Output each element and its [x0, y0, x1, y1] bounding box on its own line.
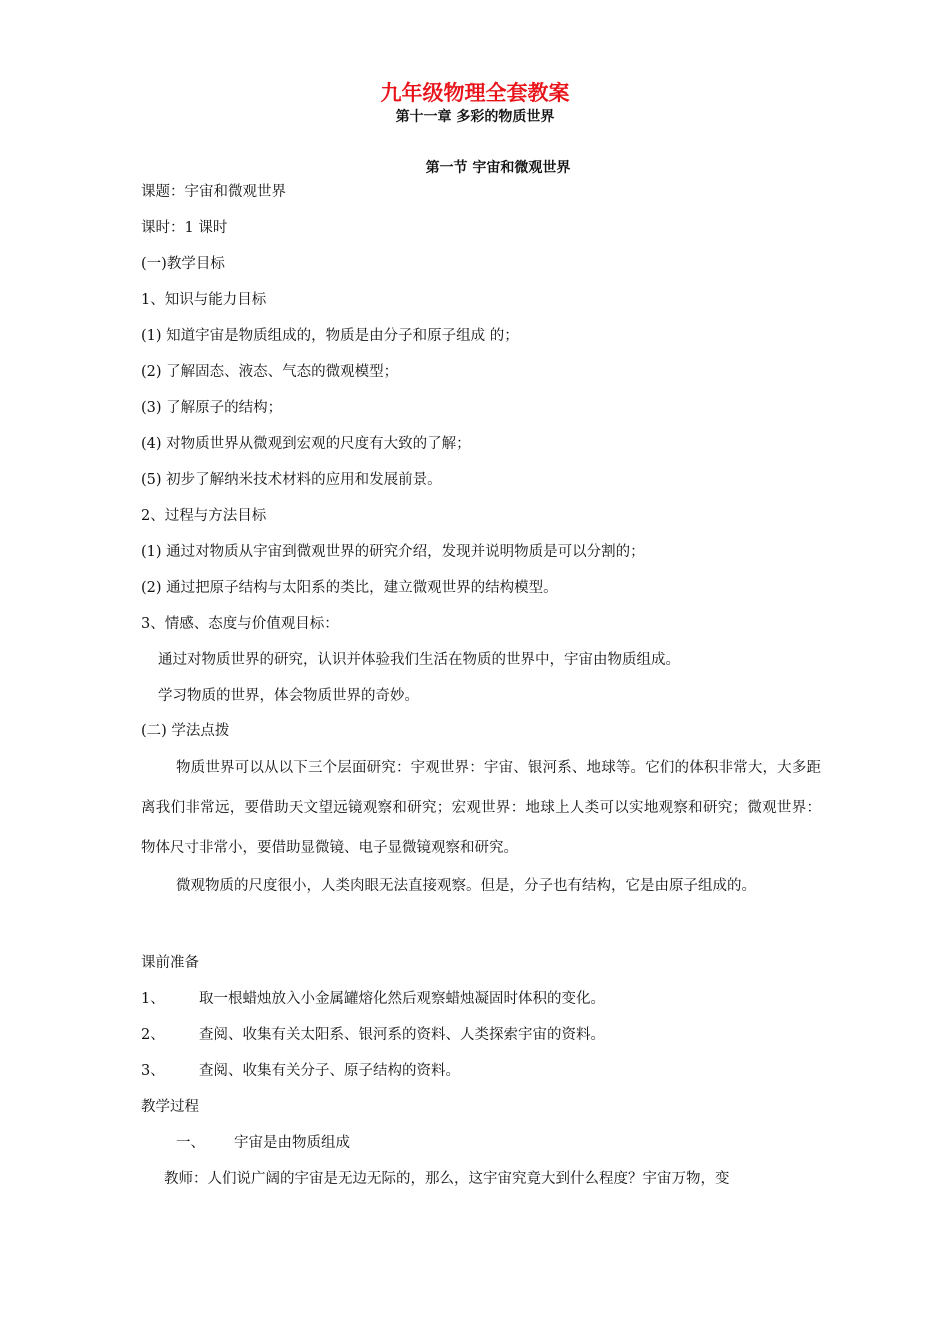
- goal1-item: (2) 了解固态、液态、气态的微观模型；: [141, 364, 399, 380]
- section-heading: 第一节 宇宙和微观世界: [425, 160, 571, 176]
- goal1-item: (5) 初步了解纳米技术材料的应用和发展前景。: [141, 472, 442, 488]
- prep-item-text: 取一根蜡烛放入小金属罐熔化然后观察蜡烛凝固时体积的变化。: [199, 991, 605, 1007]
- lesson-hours: 课时：1 课时: [141, 220, 228, 236]
- goal3-heading: 3、情感、态度与价值观目标：: [141, 616, 339, 632]
- prep-item: [141, 988, 605, 1010]
- prep-item: [141, 1060, 460, 1082]
- teacher-line: 教师：人们说广阔的宇宙是无边无际的，那么，这宇宙究竟大到什么程度？宇宙万物，变: [164, 1171, 730, 1187]
- document-title: 九年级物理全套教案: [380, 81, 570, 105]
- prep-item-number: 1、: [141, 991, 165, 1007]
- method-paragraph: 微观物质的尺度很小，人类肉眼无法直接观察。但是，分子也有结构，它是由原子组成的。: [176, 878, 756, 894]
- goal3-item: 学习物质的世界，体会物质世界的奇妙。: [158, 688, 419, 704]
- goal1-item: (1) 知道宇宙是物质组成的，物质是由分子和原子组成 的；: [141, 328, 519, 344]
- goal1-item: (3) 了解原子的结构；: [141, 400, 283, 416]
- process-subheading-text: 宇宙是由物质组成: [234, 1135, 350, 1151]
- goal2-item: (2) 通过把原子结构与太阳系的类比，建立微观世界的结构模型。: [141, 580, 558, 596]
- method-paragraph: 物质世界可以从以下三个层面研究：宇观世界：宇宙、银河系、地球等。它们的体积非常大，大多距离我们非常远，要借助天文望远镜观察和研究；宏观世界：地球上人类可以实地观察和研究；微观世界：物体尺寸非常小，要借助显微镜、电子显微镜观察和研究。: [141, 760, 821, 856]
- goals-heading: (一)教学目标: [141, 256, 225, 272]
- prep-item-number: 2、: [141, 1027, 165, 1043]
- goal2-heading: 2、过程与方法目标: [141, 508, 267, 524]
- process-subheading: [176, 1132, 350, 1154]
- prep-item: [141, 1024, 605, 1046]
- goal3-item: 通过对物质世界的研究，认识并体验我们生活在物质的世界中，宇宙由物质组成。: [158, 652, 680, 668]
- prep-heading: 课前准备: [141, 955, 199, 971]
- goal1-item: (4) 对物质世界从微观到宏观的尺度有大致的了解；: [141, 436, 471, 452]
- goal2-item: (1) 通过对物质从宇宙到微观世界的研究介绍，发现并说明物质是可以分割的；: [141, 544, 645, 560]
- prep-item-text: 查阅、收集有关分子、原子结构的资料。: [199, 1063, 460, 1079]
- lesson-topic: 课题：宇宙和微观世界: [141, 184, 286, 200]
- prep-item-text: 查阅、收集有关太阳系、银河系的资料、人类探索宇宙的资料。: [199, 1027, 605, 1043]
- goal1-heading: 1、知识与能力目标: [141, 292, 267, 308]
- chapter-heading: 第十一章 多彩的物质世界: [395, 109, 555, 125]
- process-heading: 教学过程: [141, 1099, 199, 1115]
- prep-item-number: 3、: [141, 1063, 165, 1079]
- method-heading: (二) 学法点拨: [141, 723, 230, 739]
- process-subheading-number: 一、: [176, 1135, 205, 1151]
